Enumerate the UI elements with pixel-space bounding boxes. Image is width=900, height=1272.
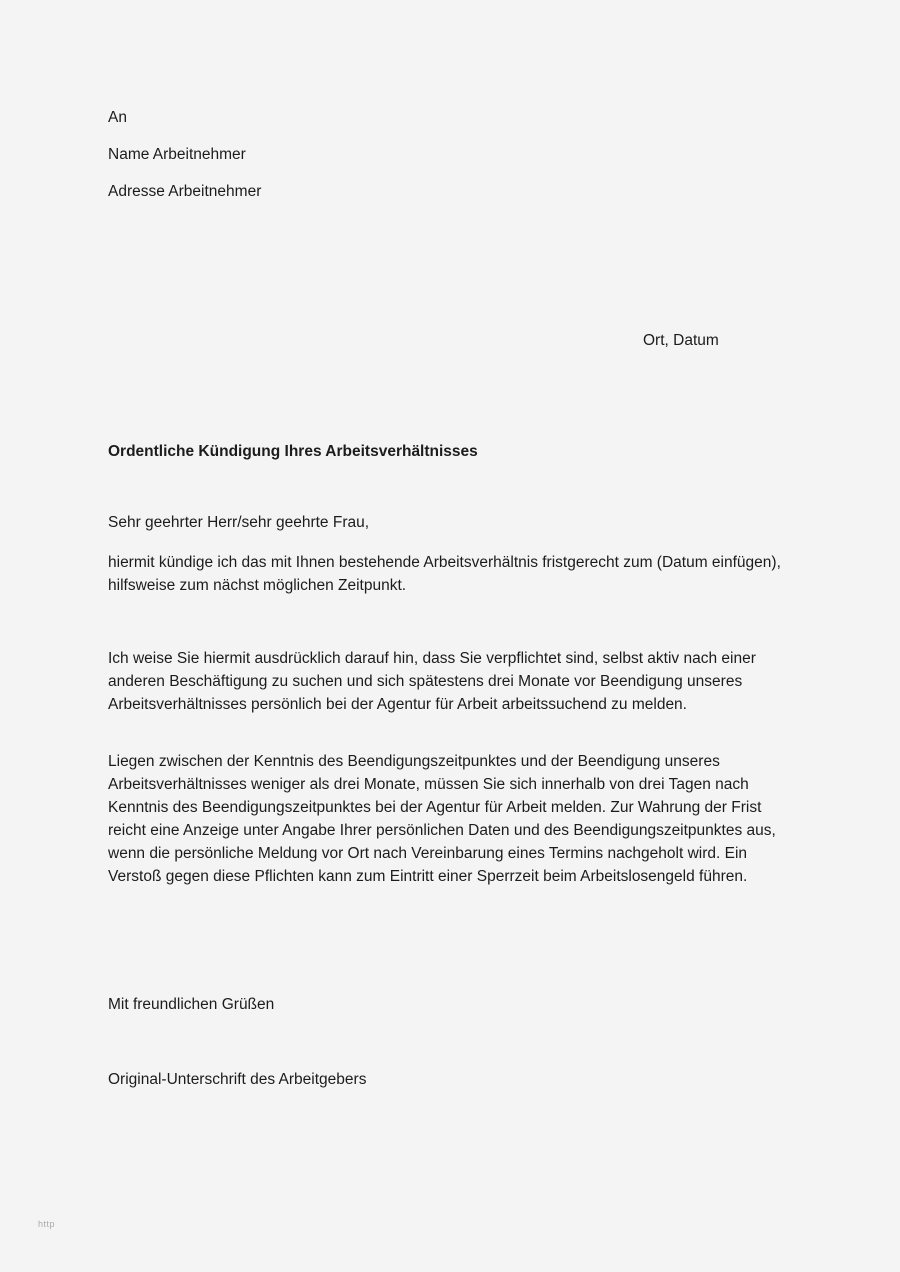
closing-line: Mit freundlichen Grüßen [108,996,275,1013]
signature-line: Original-Unterschrift des Arbeitgebers [108,1071,367,1088]
footer-watermark-text: http [38,1219,56,1229]
salutation-line: Sehr geehrter Herr/sehr geehrte Frau, [108,514,370,531]
body-paragraph-3: Liegen zwischen der Kenntnis des Beendigungszeitpunktes und der Beendigung unseres Arbeitsverhältnisses weniger als drei Monate, müssen Sie sich innerhalb von drei Tagen nach Kenntnis des Beendigungszeitpunktes bei der Agentur für Arbeit melden. Zur Wahrung der Frist reicht eine Anzeige unter Angabe Ihrer persönlichen Daten und des Beendigungszeitpunktes aus, wenn die persönliche Meldung vor Ort nach Vereinbarung eines Termins nachgeholt wird. Ein Verstoß gegen diese Pflichten kann zum Eintritt einer Sperrzeit beim Arbeitslosengeld führen. [108,753,776,885]
body-paragraph-2: Ich weise Sie hiermit ausdrücklich darauf hin, dass Sie verpflichtet sind, selbst aktiv nach einer anderen Beschäftigung zu suchen und sich spätestens drei Monate vor Beendigung unseres Arbeitsverhältnisses persönlich bei der Agentur für Arbeit arbeitssuchend zu melden. [108,650,756,713]
place-date-line: Ort, Datum [643,332,719,349]
recipient-name-line: Name Arbeitnehmer [108,146,246,163]
recipient-an-line: An [108,109,127,126]
subject-line: Ordentliche Kündigung Ihres Arbeitsverhältnisses [108,443,478,460]
body-paragraph-1: hiermit kündige ich das mit Ihnen bestehende Arbeitsverhältnis fristgerecht zum (Datum einfügen), hilfsweise zum nächst möglichen Zeitpunkt. [108,554,781,594]
recipient-address-line: Adresse Arbeitnehmer [108,183,262,200]
